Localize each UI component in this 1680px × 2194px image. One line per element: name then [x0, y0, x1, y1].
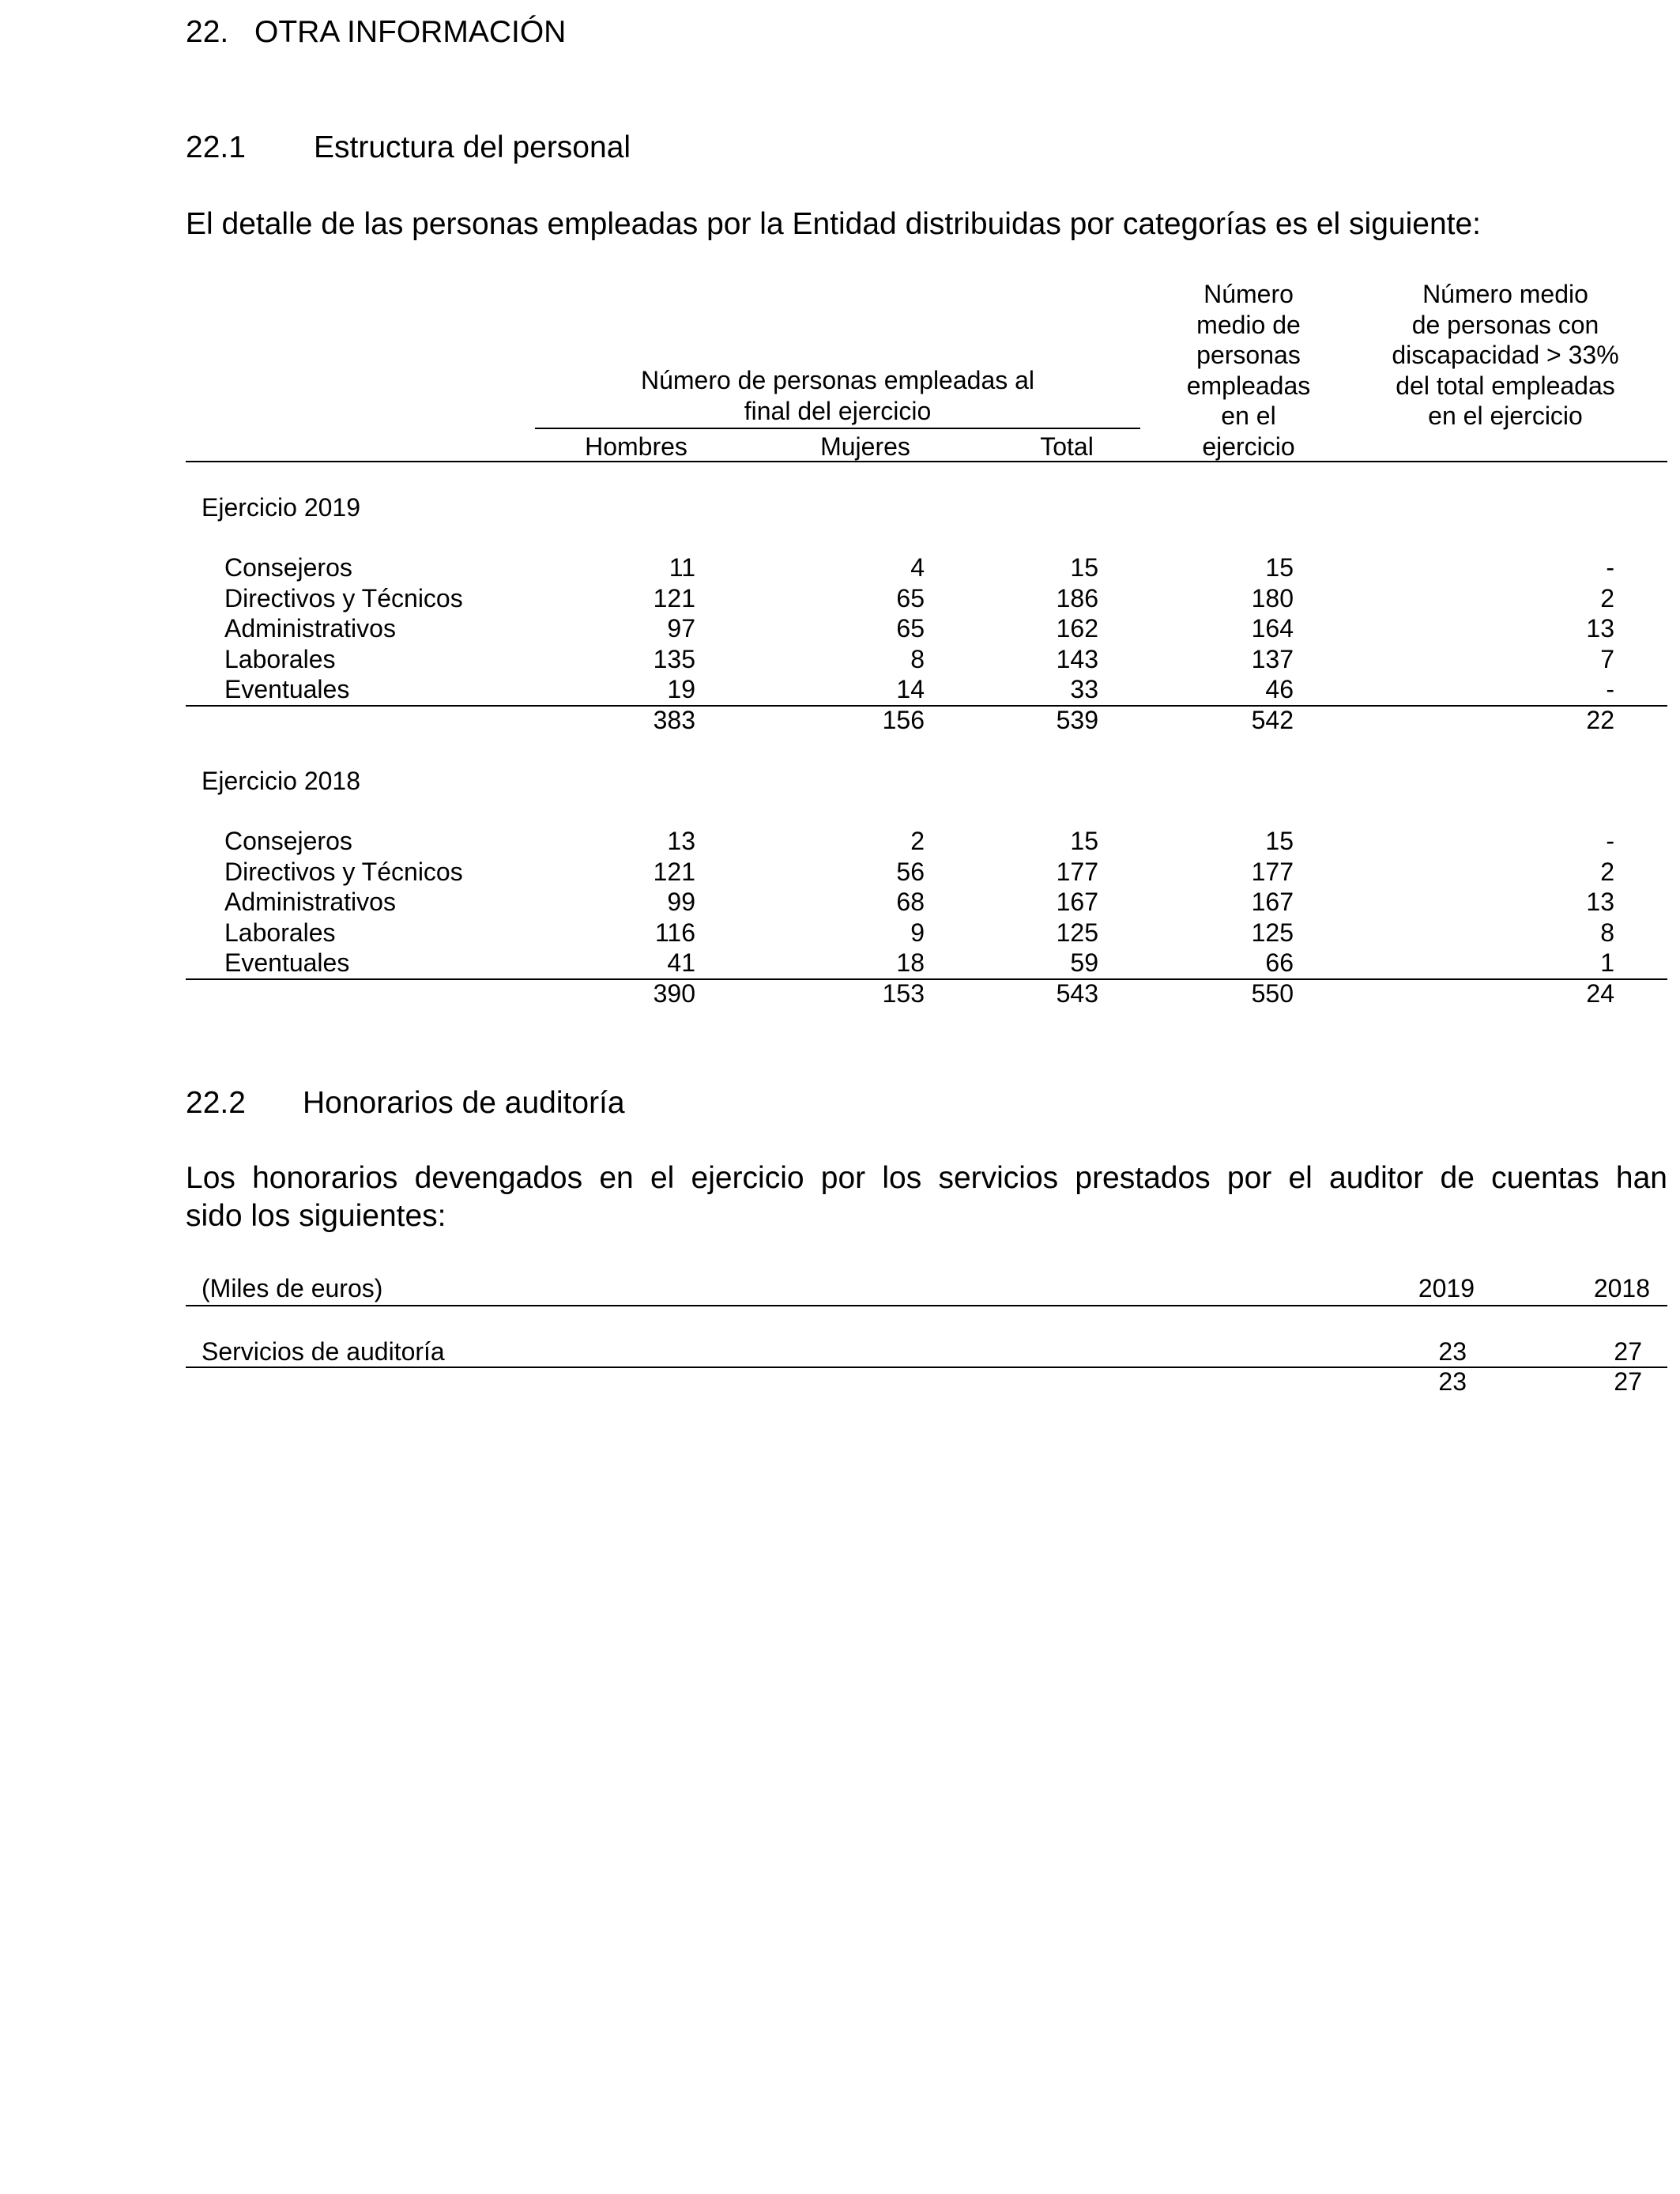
header-mujeres: Mujeres — [820, 432, 910, 461]
header-group-rule — [535, 428, 1140, 429]
cell-disab: - — [1606, 675, 1614, 703]
header-disab-line2: de personas con — [1411, 310, 1599, 339]
header-total: Total — [1040, 432, 1094, 461]
cell-hombres: 97 — [667, 614, 695, 643]
subsection-title: Honorarios de auditoría — [303, 1086, 625, 1120]
subsection-number: 22.2 — [186, 1086, 246, 1120]
header-avg-line3: personas — [1196, 341, 1301, 369]
subsection-number: 22.1 — [186, 130, 246, 164]
cell-disab: 13 — [1586, 614, 1614, 643]
intro-paragraph: El detalle de las personas empleadas por la Entidad distribuidas por categorías es el siguiente: — [186, 207, 1481, 241]
header-avg-line2: medio de — [1196, 310, 1301, 339]
cell-disab: - — [1606, 827, 1614, 855]
cell-mujeres: 18 — [896, 948, 925, 977]
fees-header-rule — [186, 1305, 1667, 1306]
cell-total: 177 — [1056, 857, 1098, 886]
cell-disab: - — [1606, 553, 1614, 582]
cell-disab: 7 — [1600, 644, 1614, 673]
cell-mujeres: 9 — [910, 918, 925, 947]
cell-avg: 164 — [1251, 614, 1294, 643]
cell-avg: 125 — [1251, 918, 1294, 947]
row-category: Laborales — [224, 918, 336, 947]
header-disab-line1: Número medio — [1422, 280, 1588, 308]
cell-hombres: 13 — [667, 827, 695, 855]
row-category: Consejeros — [224, 827, 352, 855]
cell-mujeres: 65 — [896, 614, 925, 643]
cell-avg: 15 — [1265, 827, 1294, 855]
totals-rule-2019 — [186, 705, 1667, 707]
cell-mujeres: 8 — [910, 644, 925, 673]
row-category: Consejeros — [224, 553, 352, 582]
cell-mujeres: 2 — [910, 827, 925, 855]
cell-mujeres: 56 — [896, 857, 925, 886]
header-disab-line5: en el ejercicio — [1428, 401, 1583, 430]
fees-header-label: (Miles de euros) — [202, 1274, 383, 1302]
cell-disab: 2 — [1600, 857, 1614, 886]
cell-mujeres: 68 — [896, 888, 925, 916]
cell-hombres: 11 — [669, 553, 695, 582]
fees-paragraph-line1: Los honorarios devengados en el ejercicio por los servicios prestados por el auditor de cuentas han — [186, 1161, 1667, 1195]
total-mujeres: 156 — [882, 706, 925, 734]
cell-disab: 2 — [1600, 583, 1614, 613]
cell-hombres: 121 — [653, 583, 695, 613]
cell-mujeres: 14 — [896, 675, 925, 703]
cell-avg: 180 — [1251, 583, 1294, 613]
fees-total-2018: 27 — [1614, 1367, 1642, 1396]
total-mujeres: 153 — [882, 979, 925, 1008]
cell-avg: 66 — [1265, 948, 1294, 977]
total-hombres: 390 — [653, 979, 695, 1008]
header-disab-line3: discapacidad > 33% — [1392, 341, 1619, 369]
header-avg-line6: ejercicio — [1202, 432, 1295, 461]
total-disab: 24 — [1586, 979, 1614, 1008]
cell-total: 15 — [1070, 553, 1098, 582]
cell-total: 59 — [1070, 948, 1098, 977]
total-avg: 550 — [1251, 979, 1294, 1008]
total-total: 543 — [1056, 979, 1098, 1008]
cell-total: 186 — [1056, 583, 1098, 613]
cell-hombres: 19 — [667, 675, 695, 703]
header-disab-line4: del total empleadas — [1396, 371, 1615, 400]
row-category: Laborales — [224, 644, 336, 673]
cell-total: 162 — [1056, 614, 1098, 643]
cell-avg: 177 — [1251, 857, 1294, 886]
cell-hombres: 41 — [667, 948, 695, 977]
cell-total: 143 — [1056, 644, 1098, 673]
row-category: Eventuales — [224, 948, 350, 977]
header-avg-line5: en el — [1221, 401, 1276, 430]
section-number: 22. — [186, 15, 229, 49]
header-avg-line4: empleadas — [1186, 371, 1311, 400]
row-category: Administrativos — [224, 888, 396, 916]
total-disab: 22 — [1586, 706, 1614, 734]
block-label-2019: Ejercicio 2019 — [202, 493, 360, 522]
fees-row-2019: 23 — [1438, 1337, 1467, 1366]
header-bottom-rule — [186, 461, 1667, 462]
cell-total: 33 — [1070, 675, 1098, 703]
fees-paragraph-line2: sido los siguientes: — [186, 1199, 446, 1233]
total-hombres: 383 — [653, 706, 695, 734]
row-category: Directivos y Técnicos — [224, 583, 463, 613]
cell-hombres: 116 — [654, 918, 695, 947]
subsection-title: Estructura del personal — [314, 130, 631, 164]
header-hombres: Hombres — [585, 432, 687, 461]
fees-row-label: Servicios de auditoría — [202, 1337, 445, 1366]
row-category: Eventuales — [224, 675, 350, 703]
cell-avg: 167 — [1251, 888, 1294, 916]
cell-disab: 8 — [1600, 918, 1614, 947]
total-total: 539 — [1056, 706, 1098, 734]
row-category: Directivos y Técnicos — [224, 857, 463, 886]
header-group-line2: final del ejercicio — [744, 397, 932, 425]
cell-mujeres: 4 — [910, 553, 925, 582]
fees-header-2018: 2018 — [1593, 1274, 1650, 1302]
cell-total: 167 — [1056, 888, 1098, 916]
cell-avg: 46 — [1265, 675, 1294, 703]
cell-avg: 137 — [1251, 644, 1294, 673]
block-label-2018: Ejercicio 2018 — [202, 767, 360, 795]
header-avg-line1: Número — [1203, 280, 1294, 308]
header-group-line1: Número de personas empleadas al — [640, 366, 1035, 394]
totals-rule-2018 — [186, 978, 1667, 980]
fees-header-2019: 2019 — [1418, 1274, 1475, 1302]
row-category: Administrativos — [224, 614, 396, 643]
cell-disab: 1 — [1600, 948, 1614, 977]
section-title: OTRA INFORMACIÓN — [254, 15, 567, 49]
total-avg: 542 — [1251, 706, 1294, 734]
cell-hombres: 99 — [667, 888, 695, 916]
cell-total: 125 — [1056, 918, 1098, 947]
cell-avg: 15 — [1265, 553, 1294, 582]
cell-hombres: 121 — [653, 857, 695, 886]
cell-total: 15 — [1070, 827, 1098, 855]
fees-row-2018: 27 — [1614, 1337, 1642, 1366]
cell-disab: 13 — [1586, 888, 1614, 916]
cell-mujeres: 65 — [896, 583, 925, 613]
fees-total-2019: 23 — [1438, 1367, 1467, 1396]
cell-hombres: 135 — [653, 644, 695, 673]
